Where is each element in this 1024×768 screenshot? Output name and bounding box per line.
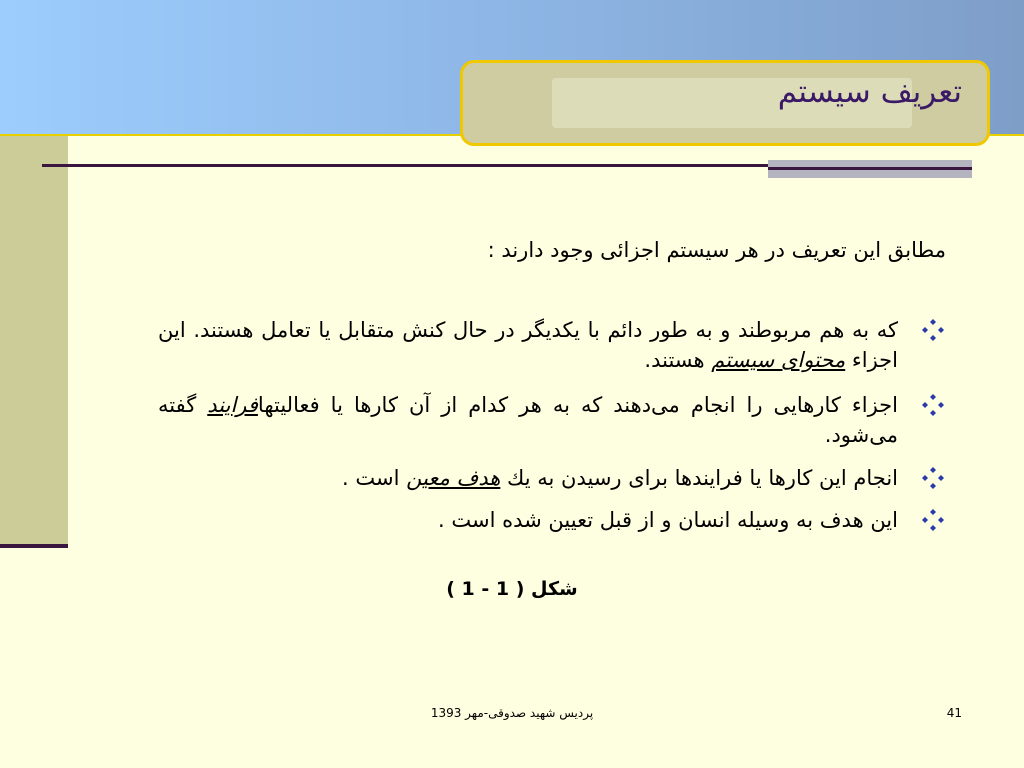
key-term: محتوای سیستم [711, 348, 846, 372]
left-rule [0, 544, 68, 548]
page-number: 41 [946, 706, 962, 720]
intro-text: مطابق این تعریف در هر سیستم اجزائی وجود دارند : [487, 238, 946, 262]
diamond-bullet-icon [920, 507, 946, 533]
left-sidebar-band [0, 136, 68, 546]
slide-title: تعریف سیستم [777, 74, 962, 110]
bullet-text: این هدف به وسیله انسان و از قبل تعیین شده است . [438, 508, 898, 532]
bullet-text-end: گفته می‌شود. [158, 393, 898, 447]
bullet-text: که به هم مربوطند و به طور دائم با یکدیگر در حال کنش متقابل یا تعامل هستند. این اجزاء [158, 318, 898, 372]
bullet-text: انجام این کارها یا فرایندها برای رسیدن به يك [500, 466, 898, 490]
footer-text: پردیس شهید صدوقی-مهر 1393 [430, 706, 594, 720]
bullet-text-end: است . [342, 466, 407, 490]
key-term: هدف معین [406, 466, 501, 490]
key-term: فرایند [207, 393, 258, 417]
bullet-text: اجزاء کارهایی را انجام می‌دهند که به هر کدام از آن کارها یا فعالیتها [257, 393, 898, 417]
diamond-bullet-icon [920, 317, 946, 343]
diamond-bullet-icon [920, 465, 946, 491]
figure-caption: شکل ( 1 - 1 ) [446, 578, 578, 600]
rule-accent-line [768, 167, 972, 170]
diamond-bullet-icon [920, 392, 946, 418]
bullet-text-end: هستند. [644, 348, 712, 372]
